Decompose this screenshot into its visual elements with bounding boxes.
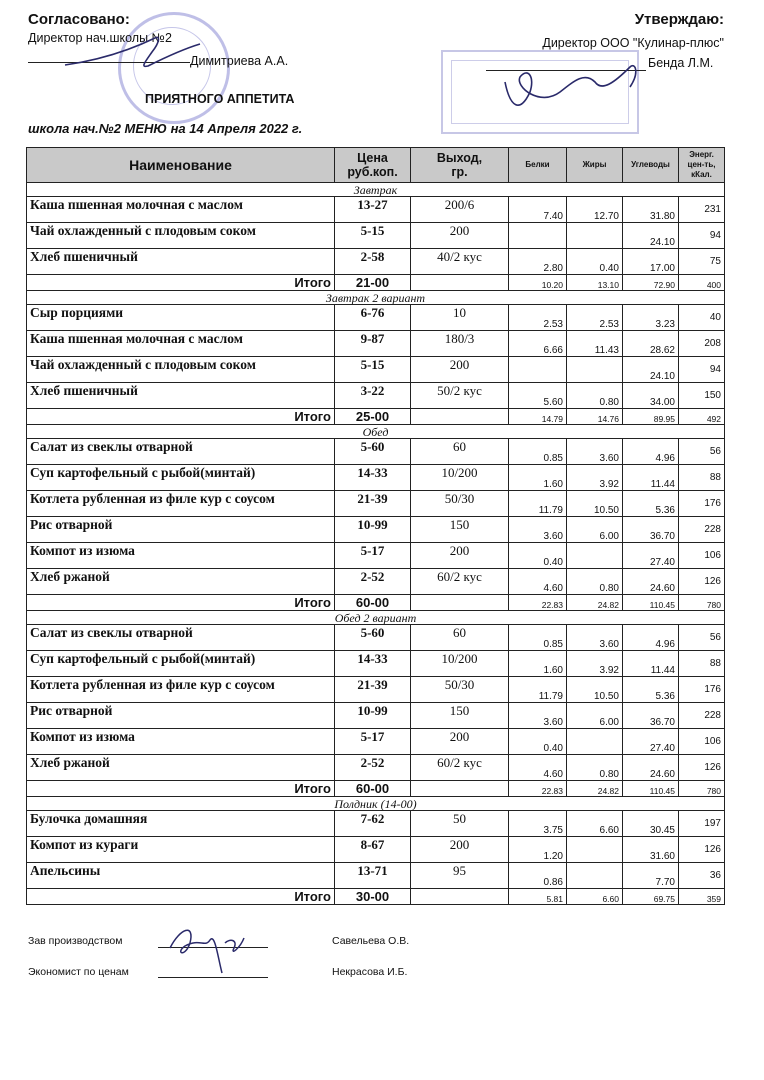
dish-energy: 40	[679, 305, 725, 331]
section-title: Полдник (14-00)	[27, 797, 725, 811]
section-row	[27, 183, 725, 197]
dish-carbs: 36.70	[623, 517, 679, 543]
table-row	[27, 491, 725, 517]
dish-price: 5-60	[335, 439, 411, 465]
dish-carbs: 28.62	[623, 331, 679, 357]
total-output-empty	[411, 781, 509, 797]
dish-name: Котлета рубленная из филе кур с соусом	[27, 677, 335, 703]
dish-fat	[567, 729, 623, 755]
dish-name: Компот из изюма	[27, 543, 335, 569]
table-row	[27, 439, 725, 465]
dish-price: 5-15	[335, 223, 411, 249]
total-price: 21-00	[335, 275, 411, 291]
production-name: Савельева О.В.	[332, 935, 410, 947]
dish-carbs: 4.96	[623, 439, 679, 465]
section-title: Завтрак 2 вариант	[27, 291, 725, 305]
dish-output: 10/200	[411, 465, 509, 491]
dish-name: Салат из свеклы отварной	[27, 625, 335, 651]
dish-price: 5-17	[335, 543, 411, 569]
col-protein-header: Белки	[509, 148, 567, 183]
table-row	[27, 357, 725, 383]
dish-protein: 4.60	[509, 569, 567, 595]
total-protein: 10.20	[509, 275, 567, 291]
table-row	[27, 383, 725, 409]
section-title: Завтрак	[27, 183, 725, 197]
dish-output: 200	[411, 357, 509, 383]
dish-name: Хлеб пшеничный	[27, 383, 335, 409]
economist-signature-line	[158, 977, 268, 978]
dish-fat: 0.80	[567, 569, 623, 595]
dish-name: Сыр порциями	[27, 305, 335, 331]
dish-name: Каша пшенная молочная с маслом	[27, 197, 335, 223]
dish-price: 5-15	[335, 357, 411, 383]
total-label: Итого	[27, 781, 335, 797]
total-price: 25-00	[335, 409, 411, 425]
dish-fat: 2.53	[567, 305, 623, 331]
dish-price: 13-27	[335, 197, 411, 223]
dish-name: Компот из кураги	[27, 837, 335, 863]
total-carbs: 89.95	[623, 409, 679, 425]
dish-price: 6-76	[335, 305, 411, 331]
table-row	[27, 703, 725, 729]
dish-protein: 0.40	[509, 729, 567, 755]
dish-protein: 2.80	[509, 249, 567, 275]
dish-name: Рис отварной	[27, 517, 335, 543]
dish-output: 50/2 кус	[411, 383, 509, 409]
dish-energy: 150	[679, 383, 725, 409]
table-row	[27, 197, 725, 223]
dish-price: 14-33	[335, 465, 411, 491]
dish-protein: 1.20	[509, 837, 567, 863]
dish-fat: 3.60	[567, 625, 623, 651]
col-output-header-line1: Выход,	[436, 151, 483, 165]
table-row	[27, 677, 725, 703]
total-row	[27, 781, 725, 797]
total-label: Итого	[27, 889, 335, 905]
dish-carbs: 24.10	[623, 223, 679, 249]
dish-carbs: 24.10	[623, 357, 679, 383]
table-row	[27, 223, 725, 249]
confirm-title: Утверждаю:	[634, 11, 724, 28]
dish-output: 200/6	[411, 197, 509, 223]
dish-output: 150	[411, 517, 509, 543]
dish-price: 13-71	[335, 863, 411, 889]
total-fat: 13.10	[567, 275, 623, 291]
dish-name: Хлеб ржаной	[27, 755, 335, 781]
dish-output: 10	[411, 305, 509, 331]
dish-output: 60/2 кус	[411, 569, 509, 595]
dish-carbs: 34.00	[623, 383, 679, 409]
dish-fat	[567, 223, 623, 249]
total-carbs: 69.75	[623, 889, 679, 905]
confirm-name: Бенда Л.М.	[648, 56, 714, 70]
col-energy-header-line3: кКал.	[691, 170, 712, 179]
table-row	[27, 863, 725, 889]
confirm-position: Директор ООО "Кулинар-плюс"	[542, 36, 724, 50]
dish-carbs: 11.44	[623, 465, 679, 491]
dish-fat: 12.70	[567, 197, 623, 223]
dish-output: 180/3	[411, 331, 509, 357]
col-energy-header-line2: цен-ть,	[687, 160, 716, 169]
dish-name: Компот из изюма	[27, 729, 335, 755]
dish-name: Хлеб ржаной	[27, 569, 335, 595]
dish-energy: 75	[679, 249, 725, 275]
dish-protein	[509, 223, 567, 249]
col-fat-header: Жиры	[567, 148, 623, 183]
dish-energy: 228	[679, 703, 725, 729]
col-energy-header-line1: Энерг.	[689, 150, 714, 159]
dish-carbs: 3.23	[623, 305, 679, 331]
dish-price: 2-58	[335, 249, 411, 275]
dish-energy: 126	[679, 755, 725, 781]
total-output-empty	[411, 595, 509, 611]
dish-fat: 3.92	[567, 465, 623, 491]
dish-protein: 2.53	[509, 305, 567, 331]
approved-position: Директор нач.школы №2	[28, 31, 172, 45]
dish-price: 10-99	[335, 517, 411, 543]
approved-signature	[60, 30, 210, 75]
table-row	[27, 305, 725, 331]
total-row	[27, 889, 725, 905]
col-name-header: Наименование	[27, 148, 335, 183]
dish-output: 50/30	[411, 491, 509, 517]
table-row	[27, 837, 725, 863]
table-row	[27, 543, 725, 569]
dish-price: 7-62	[335, 811, 411, 837]
dish-carbs: 31.80	[623, 197, 679, 223]
dish-energy: 208	[679, 331, 725, 357]
dish-name: Каша пшенная молочная с маслом	[27, 331, 335, 357]
total-price: 30-00	[335, 889, 411, 905]
dish-protein: 3.60	[509, 703, 567, 729]
dish-price: 9-87	[335, 331, 411, 357]
dish-protein: 5.60	[509, 383, 567, 409]
table-row	[27, 249, 725, 275]
total-row	[27, 595, 725, 611]
dish-fat: 3.60	[567, 439, 623, 465]
dish-carbs: 27.40	[623, 729, 679, 755]
dish-price: 5-17	[335, 729, 411, 755]
confirm-signature	[490, 52, 650, 122]
dish-energy: 88	[679, 651, 725, 677]
economist-name: Некрасова И.Б.	[332, 966, 408, 978]
total-fat: 6.60	[567, 889, 623, 905]
dish-name: Салат из свеклы отварной	[27, 439, 335, 465]
dish-protein: 0.85	[509, 439, 567, 465]
dish-output: 50/30	[411, 677, 509, 703]
dish-fat	[567, 863, 623, 889]
dish-output: 60/2 кус	[411, 755, 509, 781]
table-row	[27, 811, 725, 837]
production-signature	[160, 918, 250, 978]
section-row	[27, 291, 725, 305]
dish-carbs: 30.45	[623, 811, 679, 837]
dish-name: Рис отварной	[27, 703, 335, 729]
dish-carbs: 11.44	[623, 651, 679, 677]
dish-protein: 11.79	[509, 677, 567, 703]
dish-energy: 106	[679, 729, 725, 755]
dish-fat: 6.00	[567, 703, 623, 729]
dish-price: 10-99	[335, 703, 411, 729]
dish-output: 60	[411, 439, 509, 465]
dish-energy: 36	[679, 863, 725, 889]
dish-protein: 0.86	[509, 863, 567, 889]
dish-name: Чай охлажденный с плодовым соком	[27, 223, 335, 249]
table-row	[27, 729, 725, 755]
dish-fat: 11.43	[567, 331, 623, 357]
dish-energy: 231	[679, 197, 725, 223]
total-protein: 14.79	[509, 409, 567, 425]
dish-energy: 176	[679, 677, 725, 703]
dish-protein: 0.40	[509, 543, 567, 569]
dish-carbs: 24.60	[623, 755, 679, 781]
approved-title: Согласовано:	[28, 11, 130, 28]
dish-fat	[567, 543, 623, 569]
dish-protein: 11.79	[509, 491, 567, 517]
total-row	[27, 275, 725, 291]
dish-carbs: 27.40	[623, 543, 679, 569]
dish-name: Апельсины	[27, 863, 335, 889]
section-row	[27, 611, 725, 625]
dish-energy: 176	[679, 491, 725, 517]
production-label: Зав производством	[28, 935, 123, 947]
dish-fat: 0.80	[567, 383, 623, 409]
total-protein: 22.83	[509, 781, 567, 797]
table-row	[27, 465, 725, 491]
col-energy-header	[679, 148, 725, 183]
dish-price: 21-39	[335, 677, 411, 703]
total-energy: 492	[679, 409, 725, 425]
col-carbs-header: Углеводы	[623, 148, 679, 183]
dish-energy: 126	[679, 837, 725, 863]
table-row	[27, 625, 725, 651]
dish-fat: 10.50	[567, 677, 623, 703]
total-fat: 14.76	[567, 409, 623, 425]
dish-fat	[567, 357, 623, 383]
dish-fat: 6.00	[567, 517, 623, 543]
dish-name: Суп картофельный с рыбой(минтай)	[27, 465, 335, 491]
dish-fat: 0.40	[567, 249, 623, 275]
dish-carbs: 17.00	[623, 249, 679, 275]
dish-protein: 6.66	[509, 331, 567, 357]
dish-protein	[509, 357, 567, 383]
total-fat: 24.82	[567, 595, 623, 611]
approved-name: Димитриева А.А.	[190, 54, 289, 68]
dish-name: Суп картофельный с рыбой(минтай)	[27, 651, 335, 677]
dish-energy: 56	[679, 625, 725, 651]
dish-protein: 0.85	[509, 625, 567, 651]
dish-output: 10/200	[411, 651, 509, 677]
table-row	[27, 755, 725, 781]
dish-name: Булочка домашняя	[27, 811, 335, 837]
total-energy: 780	[679, 595, 725, 611]
dish-protein: 7.40	[509, 197, 567, 223]
dish-energy: 228	[679, 517, 725, 543]
table-row	[27, 569, 725, 595]
section-row	[27, 797, 725, 811]
dish-protein: 1.60	[509, 465, 567, 491]
total-output-empty	[411, 409, 509, 425]
dish-protein: 1.60	[509, 651, 567, 677]
dish-output: 150	[411, 703, 509, 729]
dish-fat: 10.50	[567, 491, 623, 517]
total-output-empty	[411, 275, 509, 291]
dish-output: 200	[411, 837, 509, 863]
total-label: Итого	[27, 275, 335, 291]
dish-energy: 106	[679, 543, 725, 569]
dish-output: 95	[411, 863, 509, 889]
dish-name: Хлеб пшеничный	[27, 249, 335, 275]
dish-energy: 126	[679, 569, 725, 595]
col-output-header	[411, 148, 509, 183]
dish-name: Котлета рубленная из филе кур с соусом	[27, 491, 335, 517]
dish-price: 3-22	[335, 383, 411, 409]
dish-carbs: 24.60	[623, 569, 679, 595]
total-protein: 22.83	[509, 595, 567, 611]
section-row	[27, 425, 725, 439]
dish-name: Чай охлажденный с плодовым соком	[27, 357, 335, 383]
total-row	[27, 409, 725, 425]
total-price: 60-00	[335, 595, 411, 611]
dish-carbs: 36.70	[623, 703, 679, 729]
total-fat: 24.82	[567, 781, 623, 797]
wish-text: ПРИЯТНОГО АППЕТИТА	[145, 92, 295, 106]
dish-carbs: 31.60	[623, 837, 679, 863]
col-price-header-line2: руб.коп.	[347, 165, 398, 179]
dish-protein: 3.75	[509, 811, 567, 837]
table-row	[27, 331, 725, 357]
dish-output: 200	[411, 543, 509, 569]
total-carbs: 110.45	[623, 781, 679, 797]
dish-protein: 4.60	[509, 755, 567, 781]
dish-price: 21-39	[335, 491, 411, 517]
dish-energy: 88	[679, 465, 725, 491]
dish-output: 200	[411, 729, 509, 755]
menu-body	[27, 183, 725, 905]
col-price-header	[335, 148, 411, 183]
dish-price: 2-52	[335, 755, 411, 781]
col-price-header-line1: Цена	[357, 151, 388, 165]
dish-price: 5-60	[335, 625, 411, 651]
table-header-row	[27, 148, 725, 183]
dish-fat: 0.80	[567, 755, 623, 781]
total-label: Итого	[27, 409, 335, 425]
table-row	[27, 651, 725, 677]
total-energy: 400	[679, 275, 725, 291]
total-price: 60-00	[335, 781, 411, 797]
total-label: Итого	[27, 595, 335, 611]
col-output-header-line2: гр.	[451, 165, 468, 179]
dish-carbs: 5.36	[623, 677, 679, 703]
total-protein: 5.81	[509, 889, 567, 905]
dish-energy: 94	[679, 357, 725, 383]
menu-title: школа нач.№2 МЕНЮ на 14 Апреля 2022 г.	[28, 121, 303, 136]
dish-price: 14-33	[335, 651, 411, 677]
total-carbs: 110.45	[623, 595, 679, 611]
dish-output: 50	[411, 811, 509, 837]
dish-price: 2-52	[335, 569, 411, 595]
dish-fat: 3.92	[567, 651, 623, 677]
dish-energy: 197	[679, 811, 725, 837]
dish-fat: 6.60	[567, 811, 623, 837]
dish-energy: 56	[679, 439, 725, 465]
dish-output: 60	[411, 625, 509, 651]
total-carbs: 72.90	[623, 275, 679, 291]
dish-carbs: 4.96	[623, 625, 679, 651]
dish-price: 8-67	[335, 837, 411, 863]
total-output-empty	[411, 889, 509, 905]
dish-carbs: 5.36	[623, 491, 679, 517]
dish-fat	[567, 837, 623, 863]
section-title: Обед	[27, 425, 725, 439]
total-energy: 359	[679, 889, 725, 905]
section-title: Обед 2 вариант	[27, 611, 725, 625]
dish-output: 40/2 кус	[411, 249, 509, 275]
menu-table	[26, 147, 725, 905]
table-row	[27, 517, 725, 543]
dish-energy: 94	[679, 223, 725, 249]
dish-output: 200	[411, 223, 509, 249]
total-energy: 780	[679, 781, 725, 797]
dish-protein: 3.60	[509, 517, 567, 543]
dish-carbs: 7.70	[623, 863, 679, 889]
economist-label: Экономист по ценам	[28, 966, 129, 978]
